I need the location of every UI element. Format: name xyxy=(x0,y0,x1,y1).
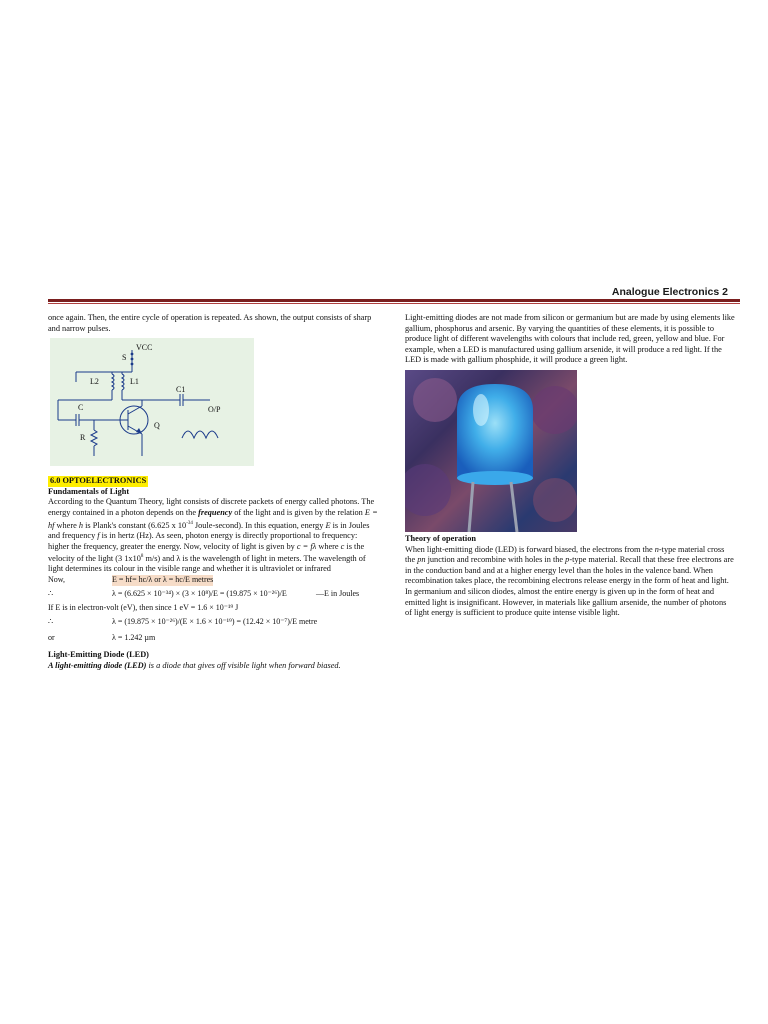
op-label: O/P xyxy=(208,405,221,415)
eq-or: or xyxy=(48,633,55,643)
led-photo xyxy=(405,370,577,532)
eq-energy: E = hf= hc/λ or λ = hc/E metres xyxy=(112,575,214,585)
switch-label: S xyxy=(122,353,127,363)
led-definition: A light-emitting diode (LED) is a diode that gives off visible light when forward biased. xyxy=(48,660,341,670)
theory-paragraph: When light-emitting diode (LED) is forward biased, the electrons from the n-type material cross the pn junction and recombine with holes in the p-type material. Recall that these free electrons are in the conduction band and at a higher energy level than the holes in the valence band. When recombination takes place, the recombining electrons release energy in the form of heat and light. In germanium and silicon diodes, almost the entire energy is given up in the form of heat and emitted light is insignificant. However, in materials like gallium arsenide, the number of photons of light energy is sufficient to produce quite intense visible light. xyxy=(405,544,734,618)
intro-paragraph: once again. Then, the entire cycle of operation is repeated. As shown, the output consists of sharp and narrow pulses. xyxy=(48,313,372,333)
left-column xyxy=(48,313,378,671)
eq-therefore-1: ∴ xyxy=(48,589,54,599)
eq-lambda-result: λ = 1.242 µm xyxy=(112,633,156,643)
led-materials-paragraph: Light-emitting diodes are not made from silicon or germanium but are made by using elements like gallium, phosphorus and arsenic. By varying the quantities of these elements, it is possible to produce light of different wavelengths with colours that include red, green, yellow and blue. For example, when a LED is manufactured using gallium arsenide, it will produce a red light. If the LED is made with gallium phosphide, it will produce a green light. xyxy=(405,313,735,365)
q-label: Q xyxy=(154,421,160,431)
c1-label: C1 xyxy=(176,385,186,395)
l1-label: L1 xyxy=(130,377,139,387)
eq-lambda-1: λ = (6.625 × 10⁻³⁴) × (3 × 10⁸)/E = (19.875 × 10⁻²⁶)/E xyxy=(112,589,287,599)
theory-heading: Theory of operation xyxy=(405,533,476,543)
c-label: C xyxy=(78,403,84,413)
fundamentals-paragraph: According to the Quantum Theory, light consists of discrete packets of energy called photons. The energy contained in a photon depends on the frequency of the light and is given by the relation E = hf where h is Plank's constant (6.625 x $10^{-34}$ Joule-second). In this equation, energy E is in Joules and frequency f is in hertz (Hz). As seen, photon energy is directly proportional to frequency: higher the frequency, greater the energy. Now, velocity of light is given by c = fλ where c is the velocity of the light (3 $1x10^8$ m/s) and λ is the wavelength of light in meters. The wavelength of light determines its colour in the visible range and whether it is ultraviolet or infrared xyxy=(48,497,378,574)
r-label: R xyxy=(80,433,86,443)
header-rule xyxy=(48,299,740,302)
right-column xyxy=(405,313,735,619)
document-title: Analogue Electronics 2 xyxy=(611,286,728,298)
equation-block xyxy=(48,575,364,649)
l2-label: L2 xyxy=(90,377,99,387)
circuit-diagram xyxy=(50,338,254,466)
led-heading: Light-Emitting Diode (LED) xyxy=(48,650,149,660)
vcc-label: VCC xyxy=(136,343,153,353)
header-rule-thin xyxy=(48,303,740,304)
section-heading: 6.0 OPTOELECTRONICS xyxy=(50,476,147,486)
eq-therefore-2: ∴ xyxy=(48,617,54,627)
eq-now: Now, xyxy=(48,575,66,585)
eq-joules-note: —E in Joules xyxy=(316,589,360,599)
blocking-oscillator-circuit xyxy=(50,338,254,466)
eq-ev-note: If E is in electron-volt (eV), then since 1 eV = 1.6 × 10⁻¹⁹ J xyxy=(48,603,239,613)
blue-led-image xyxy=(405,370,577,532)
subheading-fundamentals: Fundamentals of Light xyxy=(48,486,130,496)
eq-lambda-2: λ = (19.875 × 10⁻²⁶)/(E × 1.6 × 10⁻¹⁹) = (12.42 × 10⁻⁷)/E metre xyxy=(112,617,318,627)
